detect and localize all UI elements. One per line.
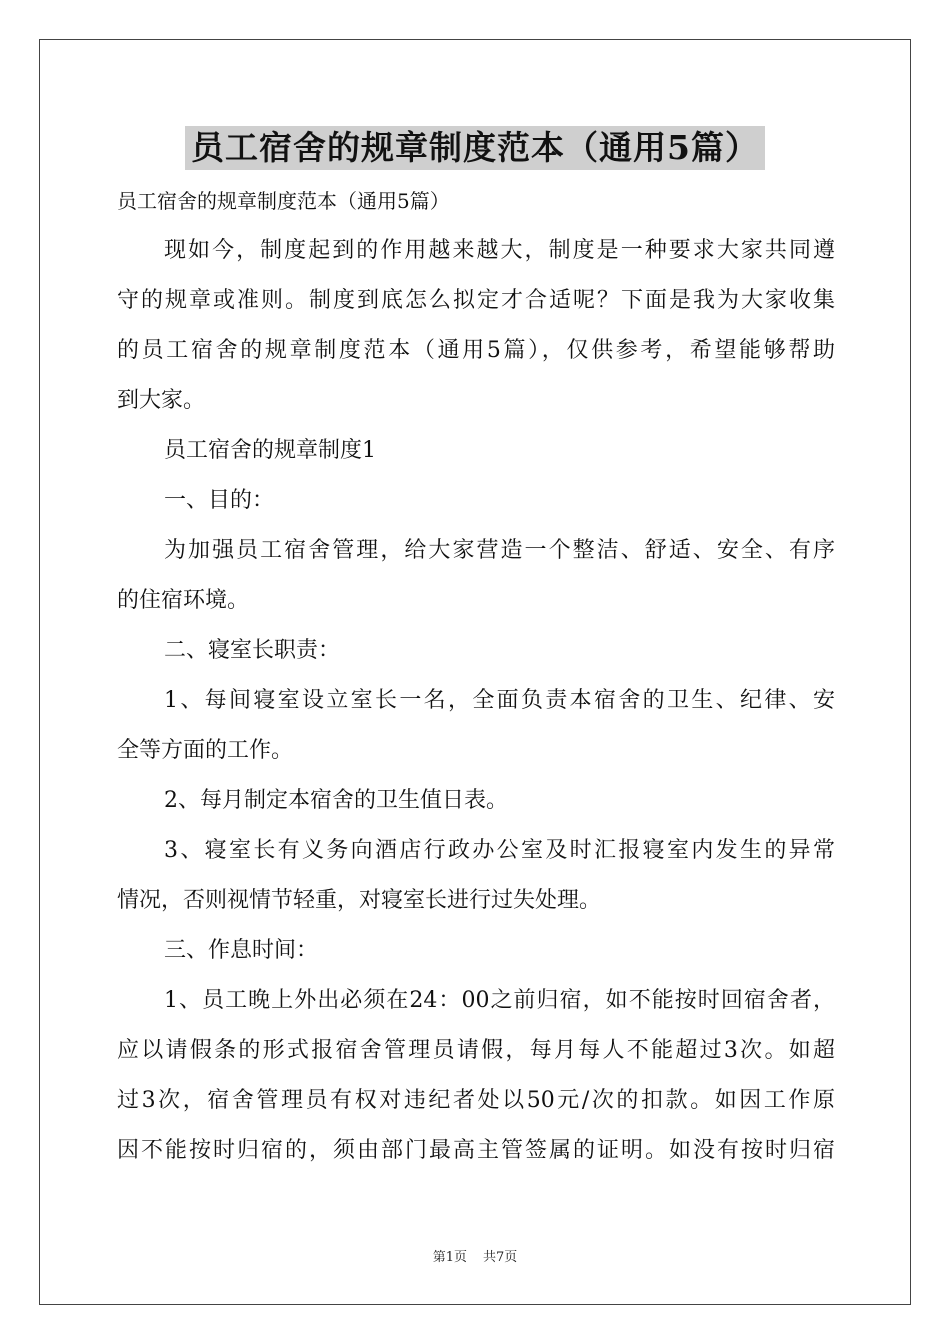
document-title: 员工宿舍的规章制度范本（通用5篇） bbox=[185, 126, 765, 170]
paragraph-line: 2、每月制定本宿舍的卫生值日表。 bbox=[164, 788, 508, 813]
section-heading: 三、作息时间： bbox=[164, 938, 319, 963]
paragraph-line: 的员工宿舍的规章制度范本（通用5篇），仅供参考，希望能够帮助 bbox=[117, 338, 835, 363]
paragraph-line: 全等方面的工作。 bbox=[117, 738, 294, 763]
paragraph-line: 因不能按时归宿的，须由部门最高主管签属的证明。如没有按时归宿 bbox=[117, 1138, 835, 1163]
paragraph-line: 应以请假条的形式报宿舍管理员请假，每月每人不能超过3次。如超 bbox=[117, 1038, 835, 1063]
title-container bbox=[0, 126, 950, 170]
section-heading: 一、目的： bbox=[164, 488, 275, 513]
paragraph-line: 的住宿环境。 bbox=[117, 588, 250, 613]
section-heading: 二、寝室长职责： bbox=[164, 638, 341, 663]
section-heading: 员工宿舍的规章制度1 bbox=[164, 438, 376, 463]
paragraph-line: 守的规章或准则。制度到底怎么拟定才合适呢？下面是我为大家收集 bbox=[117, 288, 835, 313]
paragraph-line: 情况，否则视情节轻重，对寝室长进行过失处理。 bbox=[117, 888, 602, 913]
page-footer bbox=[0, 1246, 950, 1265]
paragraph-line: 1、员工晚上外出必须在24：00之前归宿，如不能按时回宿舍者， bbox=[164, 988, 835, 1013]
paragraph-line: 员工宿舍的规章制度范本（通用5篇） bbox=[117, 189, 450, 213]
paragraph-line: 3、寝室长有义务向酒店行政办公室及时汇报寝室内发生的异常 bbox=[164, 838, 835, 863]
document-body bbox=[117, 176, 835, 1176]
paragraph-line: 为加强员工宿舍管理，给大家营造一个整洁、舒适、安全、有序 bbox=[164, 538, 835, 563]
paragraph-line: 现如今，制度起到的作用越来越大，制度是一种要求大家共同遵 bbox=[164, 238, 835, 263]
paragraph-line: 过3次，宿舍管理员有权对违纪者处以50元/次的扣款。如因工作原 bbox=[117, 1088, 835, 1113]
paragraph-line: 1、每间寝室设立室长一名，全面负责本宿舍的卫生、纪律、安 bbox=[164, 688, 835, 713]
page-number-current: 第1页 bbox=[432, 1250, 467, 1265]
paragraph-line: 到大家。 bbox=[117, 388, 206, 413]
page-number-total: 共7页 bbox=[483, 1250, 518, 1265]
